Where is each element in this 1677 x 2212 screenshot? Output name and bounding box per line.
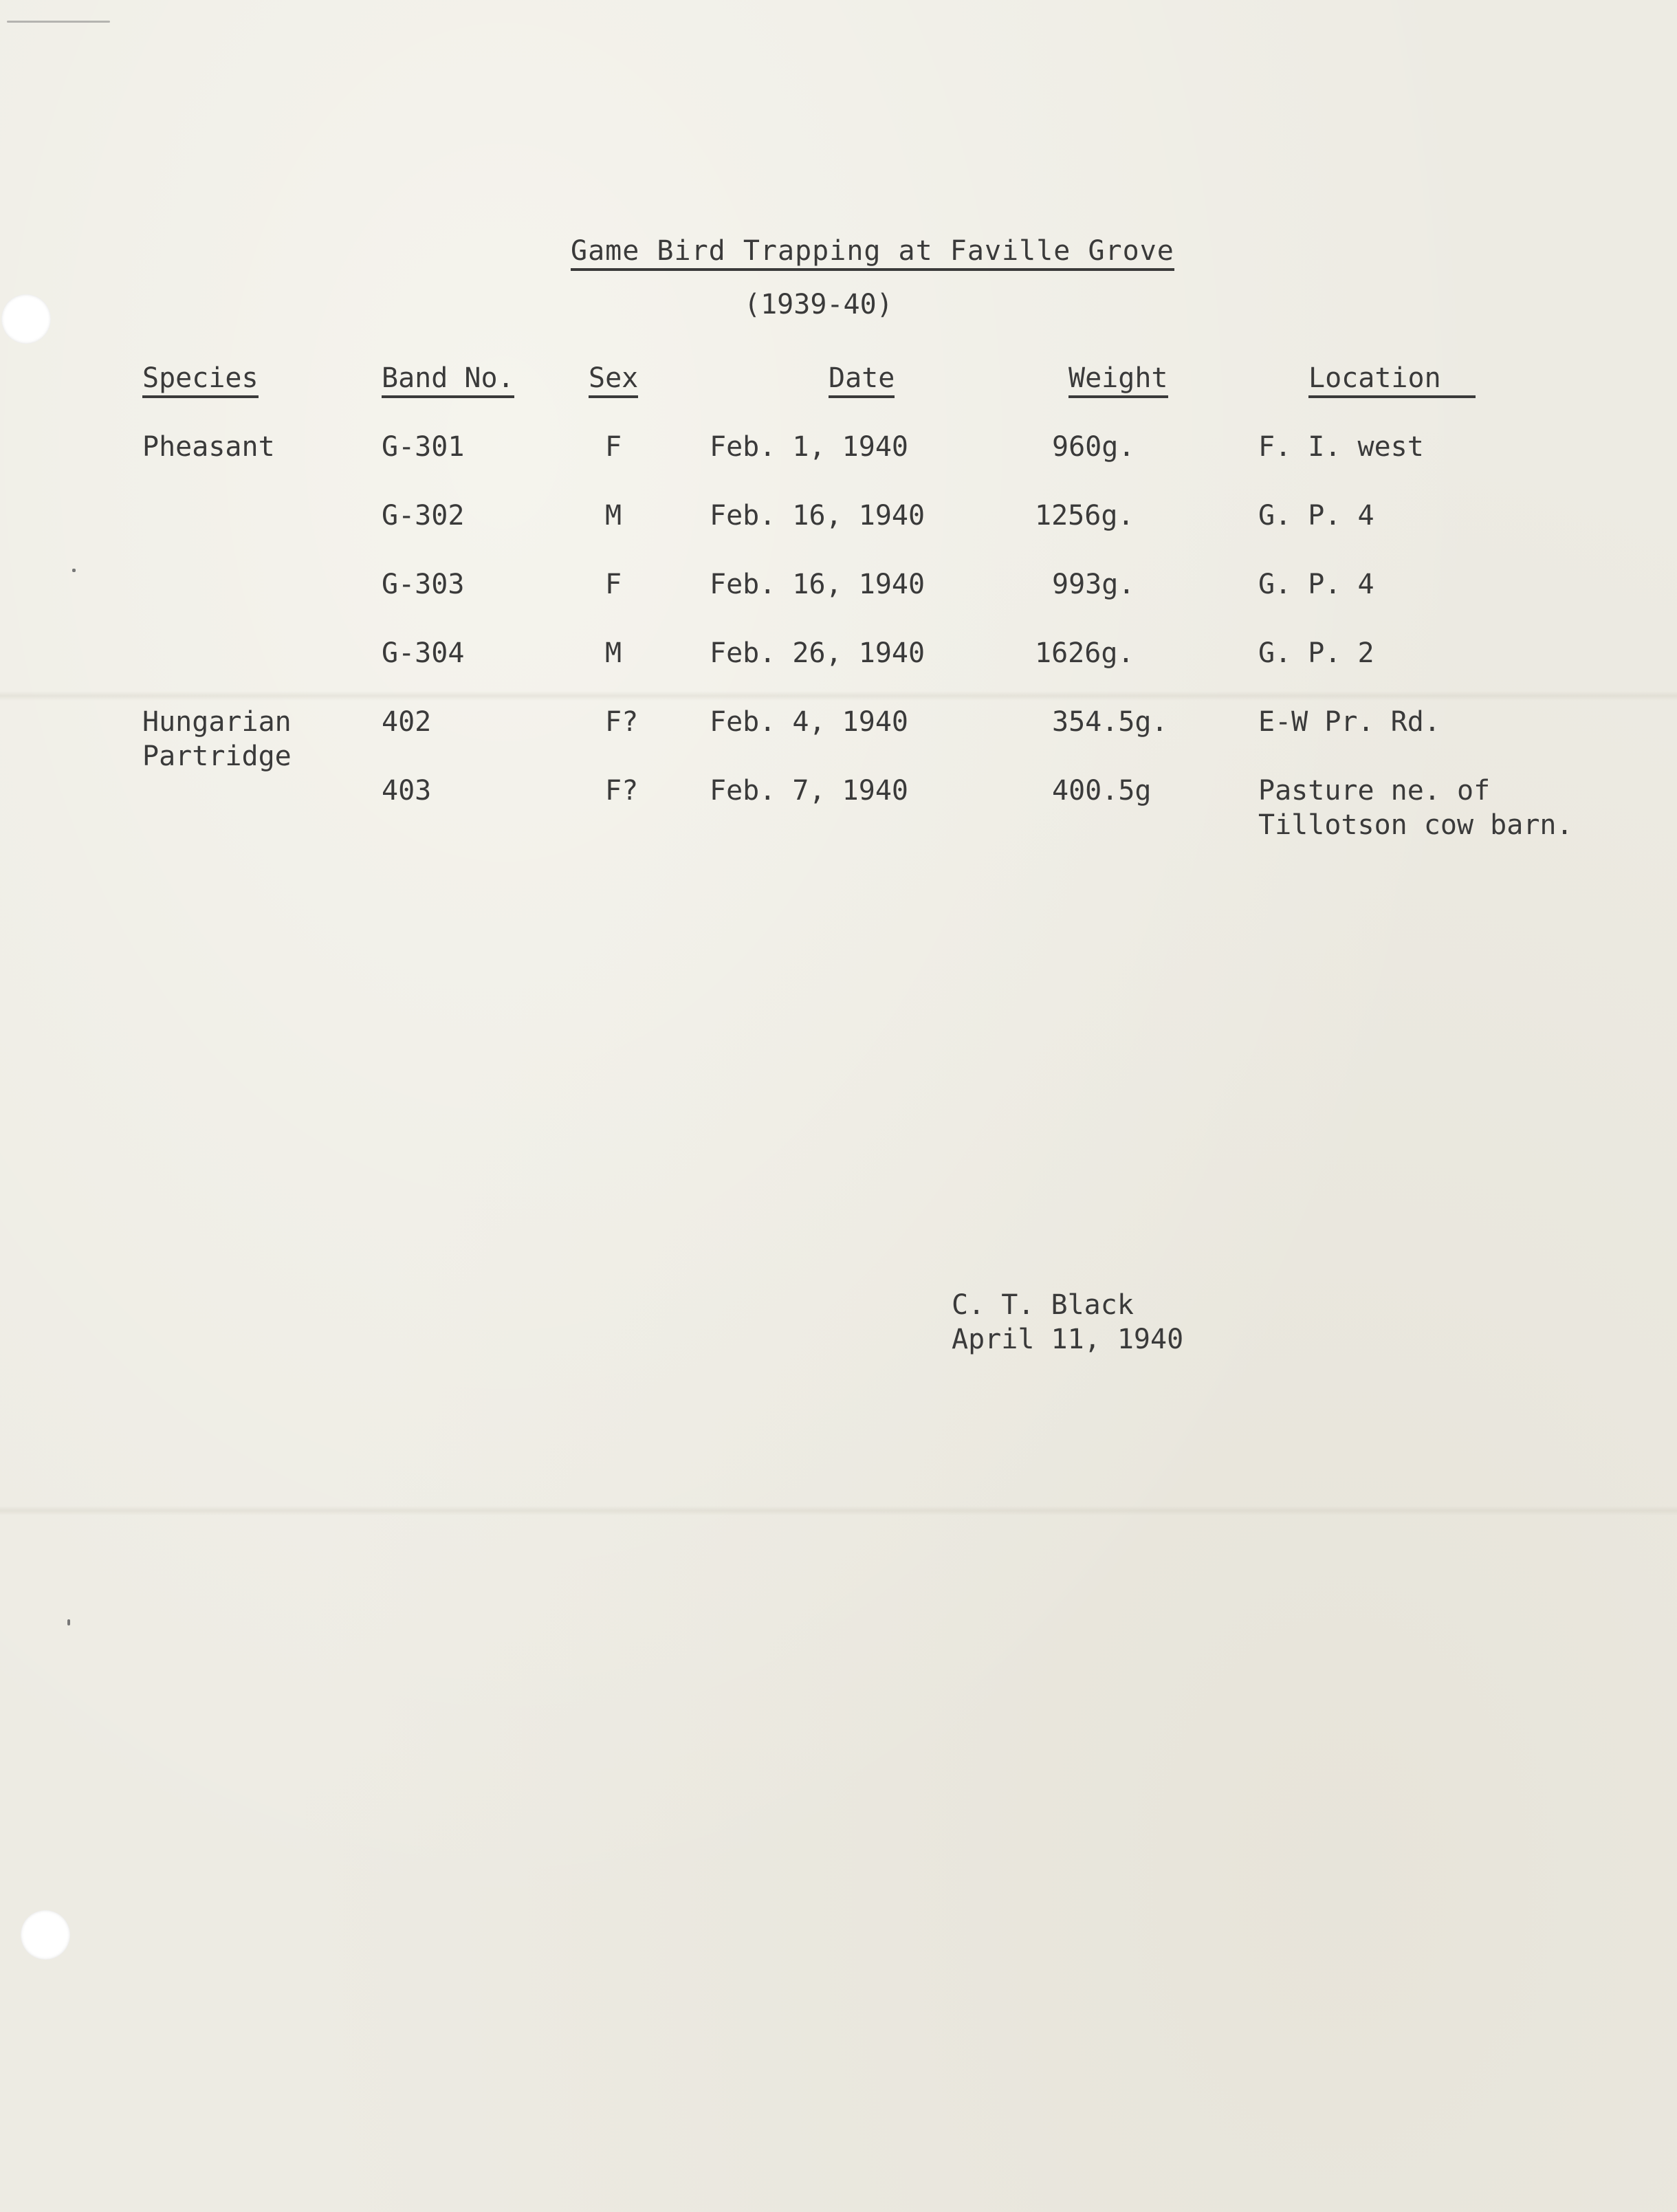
date: Feb. 16, 1940	[710, 500, 925, 532]
date: Feb. 1, 1940	[710, 431, 908, 463]
speck	[72, 569, 76, 572]
header-species: Species	[142, 361, 259, 398]
location: E-W Pr. Rd.	[1258, 706, 1440, 738]
species-pheasant: Pheasant	[142, 431, 275, 463]
location: G. P. 4	[1258, 500, 1374, 532]
location-line1: Pasture ne. of	[1258, 775, 1491, 807]
sex: M	[605, 500, 622, 532]
sex: F	[605, 569, 622, 600]
document-subtitle: (1939-40)	[744, 289, 893, 320]
header-location: Location	[1308, 361, 1476, 398]
band-no: G-304	[382, 637, 465, 669]
header-sex: Sex	[589, 361, 638, 398]
band-no: 403	[382, 775, 432, 807]
location: G. P. 2	[1258, 637, 1374, 669]
signature-name: C. T. Black	[952, 1289, 1134, 1321]
header-band-no: Band No.	[382, 361, 514, 398]
sex: F?	[605, 775, 639, 807]
date: Feb. 16, 1940	[710, 569, 925, 600]
signature-date: April 11, 1940	[952, 1324, 1184, 1355]
band-no: G-303	[382, 569, 465, 600]
weight: 993g.	[1052, 569, 1135, 600]
paper-fold	[0, 1506, 1677, 1515]
date: Feb. 26, 1940	[710, 637, 925, 669]
weight: 960g.	[1052, 431, 1135, 463]
band-no: G-302	[382, 500, 465, 532]
weight: 1256g.	[1035, 500, 1135, 532]
document-title: Game Bird Trapping at Faville Grove	[571, 235, 1174, 271]
header-weight: Weight	[1068, 361, 1168, 398]
header-date: Date	[829, 361, 895, 398]
pencil-mark	[7, 21, 110, 23]
punch-hole	[1, 294, 51, 344]
punch-hole	[21, 1910, 70, 1960]
weight: 354.5g.	[1052, 706, 1168, 738]
sex: M	[605, 637, 622, 669]
sex: F	[605, 431, 622, 463]
location-line2: Tillotson cow barn.	[1258, 809, 1573, 841]
signature-block	[952, 1288, 1183, 1357]
band-no: 402	[382, 706, 432, 738]
date: Feb. 4, 1940	[710, 706, 908, 738]
weight: 400.5g	[1052, 775, 1152, 807]
species-hungarian: Hungarian	[142, 706, 292, 738]
weight: 1626g.	[1035, 637, 1135, 669]
speck	[67, 1619, 70, 1625]
date: Feb. 7, 1940	[710, 775, 908, 807]
paper-fold	[0, 691, 1677, 701]
band-no: G-301	[382, 431, 465, 463]
location: F. I. west	[1258, 431, 1424, 463]
sex: F?	[605, 706, 639, 738]
species-partridge: Partridge	[142, 741, 292, 772]
location: G. P. 4	[1258, 569, 1374, 600]
